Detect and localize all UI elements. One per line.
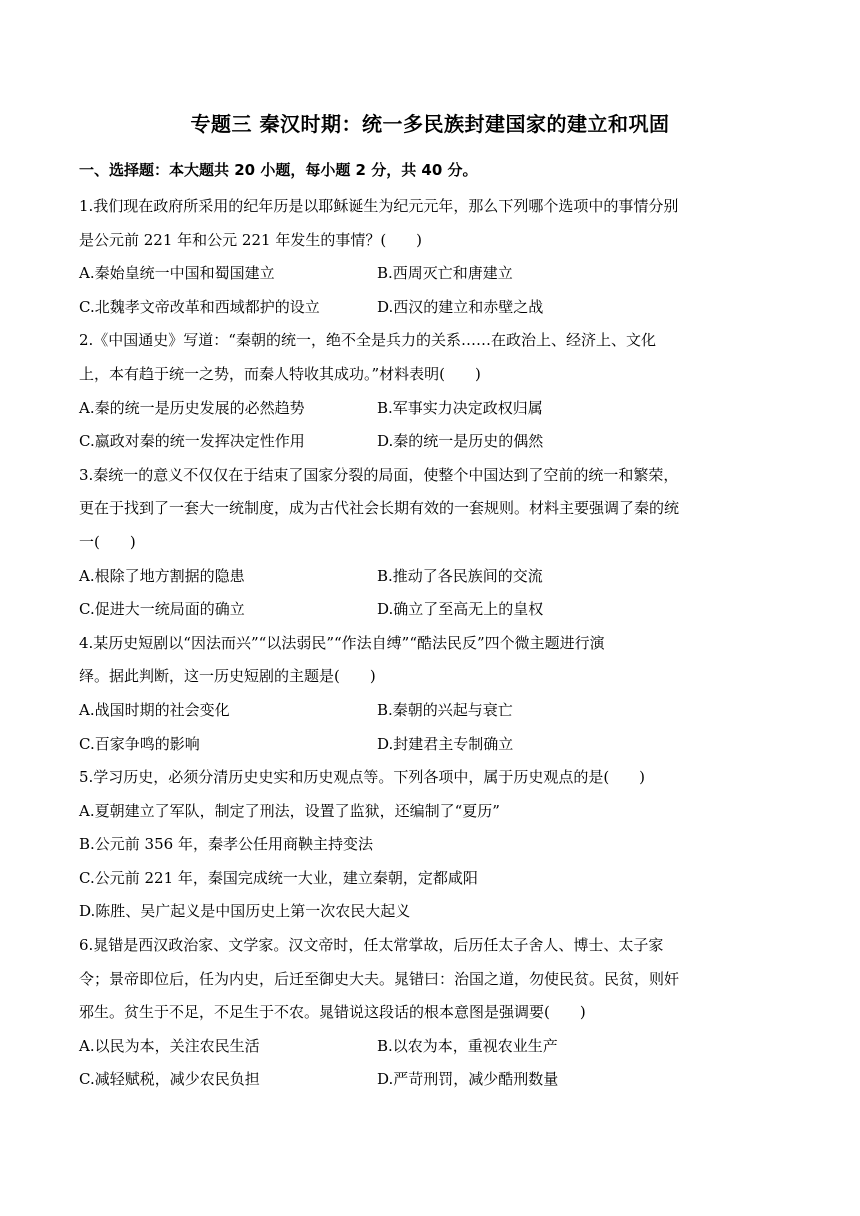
- option-row: [79, 593, 781, 627]
- option-row: [79, 291, 781, 325]
- question-6: [79, 929, 781, 1097]
- option-b: B.秦朝的兴起与衰亡: [377, 700, 513, 719]
- option-b: B.公元前 356 年，秦孝公任用商鞅主持变法: [79, 835, 373, 854]
- option-a: A.秦的统一是历史发展的必然趋势: [79, 398, 305, 417]
- option-c: C.公元前 221 年，秦国完成统一大业，建立秦朝，定都咸阳: [79, 868, 478, 887]
- option-b: B.推动了各民族间的交流: [377, 566, 543, 585]
- question-5: [79, 761, 781, 929]
- question-stem-line: 3.秦统一的意义不仅仅在于结束了国家分裂的局面，使整个中国达到了空前的统一和繁荣，: [79, 465, 679, 484]
- option-c: C.北魏孝文帝改革和西域都护的设立: [79, 297, 320, 316]
- question-stem-line: 5.学习历史，必须分清历史史实和历史观点等。下列各项中，属于历史观点的是( ): [79, 768, 646, 787]
- question-stem-line: 6.晁错是西汉政治家、文学家。汉文帝时，任太常掌故，后历任太子舍人、博士、太子家: [79, 936, 664, 955]
- option-row: [79, 560, 781, 594]
- option-a: A.夏朝建立了军队，制定了刑法，设置了监狱，还编制了“夏历”: [79, 801, 500, 820]
- question-stem-line: 更在于找到了一套大一统制度，成为古代社会长期有效的一套规则。材料主要强调了秦的统: [79, 499, 680, 518]
- option-a: A.秦始皇统一中国和蜀国建立: [79, 264, 275, 283]
- question-stem-line: 邪生。贫生于不足，不足生于不农。晁错说这段话的根本意图是强调要( ): [79, 1003, 586, 1022]
- option-b: B.西周灭亡和唐建立: [377, 264, 513, 283]
- section-heading: 一、选择题：本大题共 20 小题，每小题 2 分，共 40 分。: [79, 161, 478, 179]
- option-row: [79, 257, 781, 291]
- option-c: C.百家争鸣的影响: [79, 734, 200, 753]
- option-d: D.严苛刑罚，减少酷刑数量: [377, 1070, 559, 1089]
- question-stem-line: 2.《中国通史》写道：“秦朝的统一，绝不全是兵力的关系……在政治上、经济上、文化: [79, 331, 656, 350]
- question-stem-line: 1.我们现在政府所采用的纪年历是以耶稣诞生为纪元元年，那么下列哪个选项中的事情分别: [79, 197, 679, 215]
- option-d: D.西汉的建立和赤壁之战: [377, 297, 544, 316]
- option-row: [79, 728, 781, 762]
- question-1: [79, 190, 781, 324]
- option-row: [79, 694, 781, 728]
- question-stem-line: 上，本有趋于统一之势，而秦人特收其成功。”材料表明( ): [79, 364, 481, 383]
- question-stem-line: 一( ): [79, 532, 136, 551]
- option-row: [79, 1063, 781, 1097]
- question-stem-line: 是公元前 221 年和公元 221 年发生的事情？( ): [79, 230, 423, 249]
- question-4: [79, 627, 781, 761]
- question-stem-line: 令；景帝即位后，任为内史，后迁至御史大夫。晁错曰：治国之道，勿使民贫。民贫，则奸: [79, 969, 680, 988]
- option-c: C.减轻赋税，减少农民负担: [79, 1070, 260, 1089]
- option-d: D.封建君主专制确立: [377, 734, 514, 753]
- option-a: A.以民为本，关注农民生活: [79, 1036, 260, 1055]
- option-c: C.嬴政对秦的统一发挥决定性作用: [79, 432, 305, 451]
- question-3: [79, 459, 781, 627]
- option-d: D.秦的统一是历史的偶然: [377, 432, 544, 451]
- page-title: 专题三 秦汉时期：统一多民族封建国家的建立和巩固: [190, 112, 670, 136]
- question-stem-line: 4.某历史短剧以“因法而兴”“以法弱民”“作法自缚”“酷法民反”四个微主题进行演: [79, 633, 605, 652]
- question-2: [79, 324, 781, 458]
- option-d: D.陈胜、吴广起义是中国历史上第一次农民大起义: [79, 902, 411, 921]
- option-a: A.根除了地方割据的隐患: [79, 566, 245, 585]
- option-row: [79, 1030, 781, 1064]
- option-b: B.军事实力决定政权归属: [377, 398, 543, 417]
- option-row: [79, 425, 781, 459]
- option-c: C.促进大一统局面的确立: [79, 600, 245, 619]
- option-row: [79, 392, 781, 426]
- question-list: [79, 190, 781, 1097]
- option-b: B.以农为本，重视农业生产: [377, 1036, 558, 1055]
- question-stem-line: 绎。据此判断，这一历史短剧的主题是( ): [79, 667, 376, 686]
- option-d: D.确立了至高无上的皇权: [377, 600, 544, 619]
- option-a: A.战国时期的社会变化: [79, 700, 230, 719]
